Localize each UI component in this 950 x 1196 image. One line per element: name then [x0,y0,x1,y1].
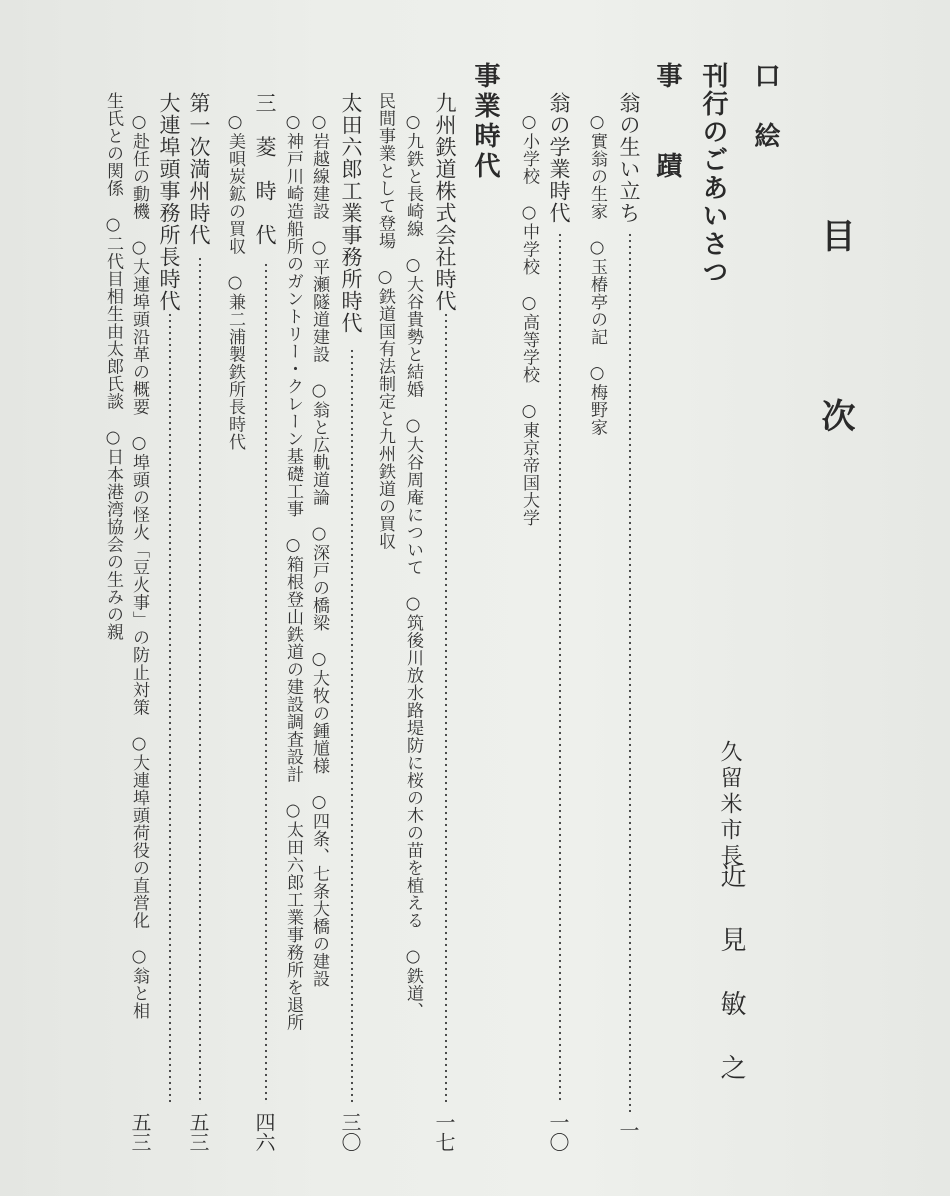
section-jiseki: 事 蹟 [652,62,682,182]
toc-entry-title: 第一次満州時代 [187,92,211,246]
section-kanko: 刊行のごあいさつ [698,62,728,286]
toc-page-number: 一七 [432,1112,456,1152]
toc-page-number: 四六 [252,1112,276,1152]
section-kuchie: 口 絵 [750,62,780,152]
toc-entry-title: 九州鉄道株式会社時代 [433,92,457,312]
toc-entry-subtopics: ○赴任の動機 ○大連埠頭沿革の概要 ○埠頭の怪火「豆火事」の防止対策 ○大連埠頭荷役の直営化 ○翁と相 [129,112,149,1020]
toc-entry-subtopics: ○美唄炭鉱の買収 ○兼二浦製鉄所長時代 [225,112,245,451]
toc-page-number: 五三 [128,1112,152,1152]
toc-entry-title: 三 菱 時 代 [253,92,277,246]
toc-entry-subtopics: ○神戸川崎造船所のガントリー・クレーン基礎工事 ○箱根登山鉄道の建設調査設計 ○太田六郎工業事務所を退所 [283,112,303,1031]
toc-page-number: 一 [616,1120,640,1140]
toc-entry-subtopics: ○小学校 ○中学校 ○高等学校 ○東京帝国大学 [519,112,539,527]
dot-leader [629,232,631,1112]
toc-title-2: 次 [815,398,855,432]
toc-title-1: 目 [815,218,855,252]
dot-leader [445,312,447,1102]
toc-page-number: 一〇 [546,1112,570,1152]
dot-leader [265,262,267,1104]
toc-entry-title: 翁の生い立ち [617,92,641,224]
toc-entry-subtopics: ○九鉄と長崎線 ○大谷貴勢と結婚 ○大谷周庵について ○筑後川放水路堤防に桜の木の苗を植える ○鉄道、 [403,112,423,1020]
toc-page-number: 五三 [186,1112,210,1152]
dot-leader [559,232,561,1102]
dot-leader [169,312,171,1104]
toc-entry-title: 大連埠頭事務所長時代 [157,92,181,312]
author-title: 久留米市長 [717,740,742,870]
dot-leader [351,348,353,1104]
toc-entry-title: 翁の学業時代 [547,92,571,224]
section-jigyo: 事業時代 [470,62,500,182]
toc-entry-subtopics: ○岩越線建設 ○平瀬隧道建設 ○翁と広軌道論 ○深戸の橋梁 ○大牧の鍾馗様 ○四条、七条大橋の建設 [309,112,329,988]
toc-entry-subtopics: 生氏との関係 ○二代目相生由太郎氏談 ○日本港湾協会の生みの親 [103,92,123,641]
dot-leader [199,256,201,1104]
toc-entry-subtopics: ○實翁の生家 ○玉椿亭の記 ○梅野家 [587,112,607,436]
toc-page-number: 三〇 [338,1112,362,1152]
toc-entry-title: 太田六郎工業事務所時代 [339,92,363,334]
author-name: 近 見 敏 之 [716,862,746,1086]
toc-entry-subtopics: 民間事業として登場 ○鉄道国有法制定と九州鉄道の買収 [375,92,395,550]
